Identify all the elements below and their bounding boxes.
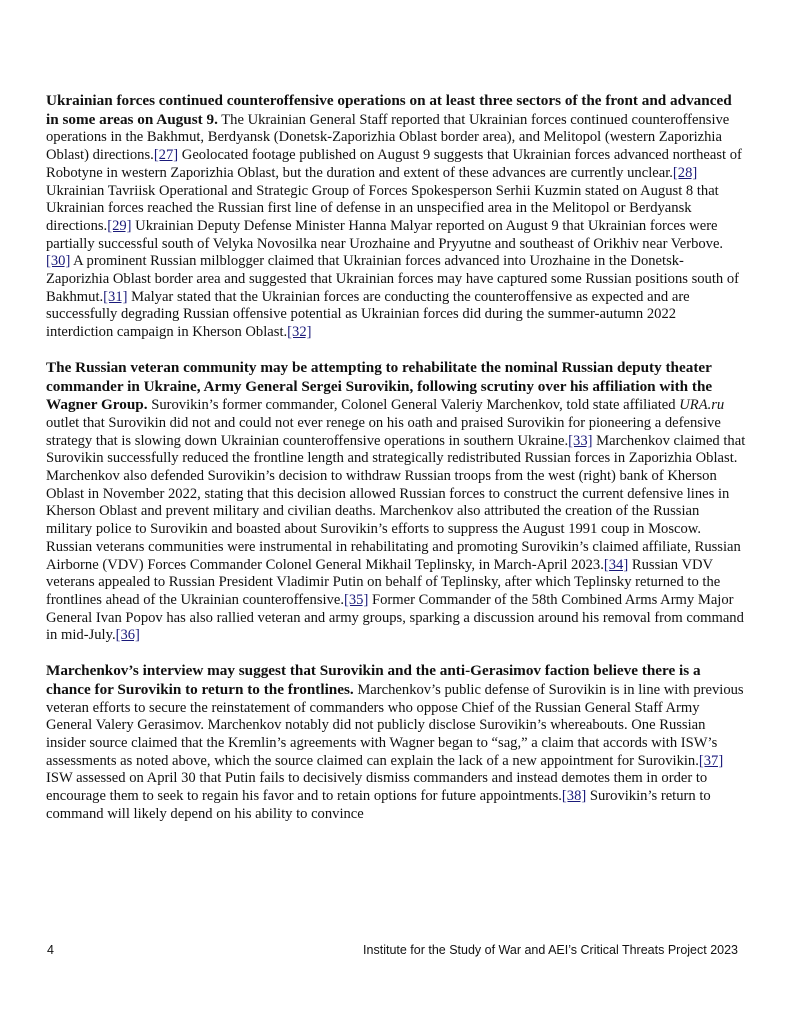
footer-publisher: Institute for the Study of War and AEI’s Critical Threats Project 2023 [363, 943, 738, 957]
footnote-link[interactable]: [34] [603, 556, 629, 573]
paragraph-text: Geolocated footage published on August 9 suggests that Ukrainian forces advanced northeast of Robotyne in western Zaporizhia Oblast, but the duration and extent of these advances are currently unclear. [46, 147, 742, 181]
footnote-link[interactable]: [27] [153, 147, 179, 164]
paragraph-text: Marchenkov’s public defense of Surovikin is in line with previous veteran efforts to secure the reinstatement of commanders who oppose Chief of the Russian General Staff Army General Valery Gerasimov. Marchenkov notably did not publicly disclose Surovikin’s whereabouts. One Russian insider source claimed that the Kremlin’s agreements with Wagner began to “sag,” a claim that accords with ISW’s assessments as noted above, which the source claimed can explain the lack of a new appointment for Surovikin. [46, 681, 744, 769]
paragraph-lead: Ukrainian forces continued counteroffensive operations on at least three sectors of the front and advanced in some areas on August 9. [46, 92, 732, 128]
paragraph-text: The Ukrainian General Staff reported that Ukrainian forces continued counteroffensive operations in the Bakhmut, Berdyansk (Donetsk-Zaporizhia Oblast border area), and Melitopol (western Zaporizhia Oblast) directions. [46, 111, 730, 164]
footnote-link[interactable]: [32] [287, 324, 312, 341]
paragraph-text: Ukrainian Tavriisk Operational and Strategic Group of Forces Spokesperson Serhii Kuzmin stated on August 8 that Ukrainian forces reached the Russian first line of defense in an unspecified area in the Melitopol or Berdyansk directions. [46, 182, 719, 234]
paragraph [46, 92, 746, 342]
footnote-link[interactable]: [28] [672, 164, 698, 181]
report-body [46, 92, 746, 840]
footnote-link[interactable]: [35] [343, 591, 369, 608]
footnote-link[interactable]: [31] [103, 288, 128, 305]
paragraph-text: Surovikin’s return to command will likely depend on his ability to convince [46, 788, 711, 822]
paragraph-text: ISW assessed on April 30 that Putin fails to decisively dismiss commanders and instead demotes them in order to encourage them to seek to regain his favor and to retain options for future appointments. [46, 770, 708, 805]
footnote-link[interactable]: [36] [115, 627, 140, 644]
footnote-link[interactable]: [38] [561, 788, 587, 805]
footnote-link[interactable]: [30] [46, 253, 71, 270]
paragraph-text: Russian VDV veterans appealed to Russian President Vladimir Putin on behalf of Teplinsky, after which Teplinsky returned to the frontlines ahead of the Ukrainian counteroffensive. [46, 556, 721, 608]
footnote-link[interactable]: [33] [568, 432, 593, 449]
paragraph [46, 359, 746, 645]
paragraph-text: Surovikin’s former commander, Colonel General Valeriy Marchenkov, told state affiliated [147, 397, 680, 414]
paragraph-text: Former Commander of the 58th Combined Arms Army Major General Ivan Popov has also rallied veteran and army groups, sparking a discussion around his removal from command in mid-July. [46, 591, 744, 644]
paragraph-text: Ukrainian Deputy Defense Minister Hanna Malyar reported on August 9 that Ukrainian forces were partially successful south of Velyka Novosilka near Urozhaine and Pryyutne and southeast of Orikhiv near Verbove. [46, 217, 724, 252]
paragraph-text: Malyar stated that the Ukrainian forces are conducting the counteroffensive as expected and are successfully degrading Russian offensive potential as Ukrainian forces did during the summer-autumn 2022 interdiction campaign in Kherson Oblast. [46, 288, 690, 341]
footnote-link[interactable]: [29] [107, 217, 132, 234]
page-number: 4 [47, 943, 54, 957]
paragraph [46, 662, 746, 823]
paragraph-text: Marchenkov claimed that Surovikin successfully reduced the frontline length and strategically redistributed Russian forces in Zaporizhia Oblast. Marchenkov also defended Surovikin’s decision to withdraw Russian troops from the west (right) bank of Kherson Oblast in November 2022, stating that this decision allowed Russian forces to construct the current defensive lines in Kherson Oblast and prevent military and civilian deaths. Marchenkov also attributed the creation of the Russian military police to Surovikin and boasted about Surovikin’s efforts to suppress the August 1991 coup in Moscow. Russian veterans communities were instrumental in rehabilitating and promoting Surovikin’s claimed affiliate, Russian Airborne (VDV) Forces Commander Colonel General Mikhail Teplinsky, in March-April 2023. [46, 432, 746, 573]
paragraph-text: outlet that Surovikin did not and could not ever renege on his oath and praised Surovikin for pioneering a defensive strategy that is slowing down Ukrainian counteroffensive operations in southern Ukraine. [46, 414, 721, 449]
outlet-name: URA.ru [679, 397, 725, 414]
paragraph-text: A prominent Russian milblogger claimed that Ukrainian forces advanced into Urozhaine in the Donetsk-Zaporizhia Oblast border area and suggested that Ukrainian forces may have captured some Russian positions south of Bakhmut. [46, 253, 740, 305]
paragraph-lead: Marchenkov’s interview may suggest that Surovikin and the anti-Gerasimov faction believe there is a chance for Surovikin to return to the frontlines. [46, 662, 701, 698]
footnote-link[interactable]: [37] [698, 752, 724, 769]
paragraph-lead: The Russian veteran community may be attempting to rehabilitate the nominal Russian deputy theater commander in Ukraine, Army General Sergei Surovikin, following scrutiny over his affiliation with the Wagner Group. [46, 358, 713, 414]
